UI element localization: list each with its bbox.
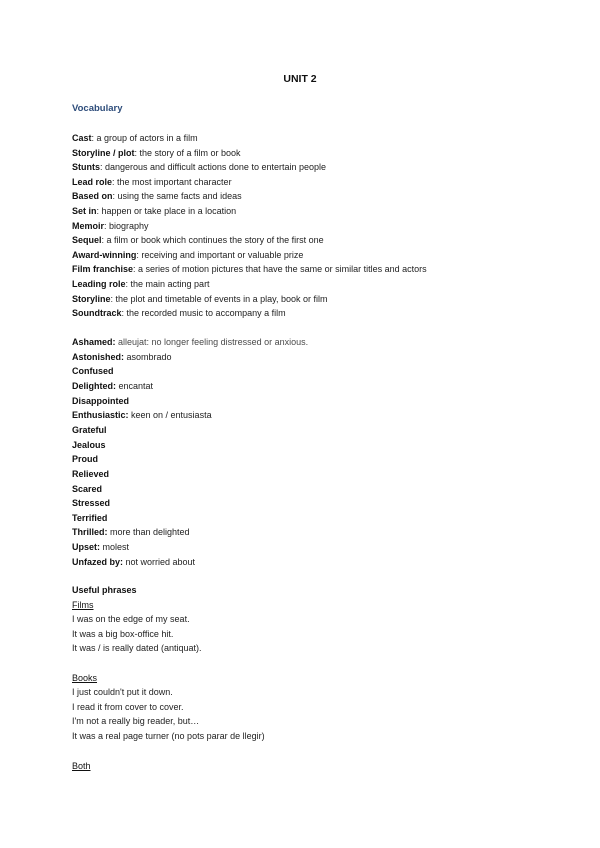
feeling-definition: encantat <box>116 380 154 391</box>
vocab-definition: : the main acting part <box>125 279 210 289</box>
feeling-entry <box>72 380 153 392</box>
feeling-term: Grateful <box>72 424 107 435</box>
vocab-definition: : using the same facts and ideas <box>112 191 242 202</box>
feeling-term: Unfazed by: <box>72 556 124 567</box>
books-heading: Books <box>72 673 98 683</box>
vocab-term: Based on <box>72 191 113 202</box>
feeling-definition: alleujat: no longer feeling distressed or anxious. <box>115 337 309 347</box>
vocab-term: Storyline <box>72 293 111 304</box>
vocab-term: Stunts <box>72 162 100 173</box>
vocab-entry <box>72 293 327 305</box>
feeling-entry <box>72 483 102 495</box>
feeling-entry <box>72 453 98 465</box>
vocab-definition: : the most important character <box>112 176 232 187</box>
vocab-definition: : biography <box>104 220 149 231</box>
feeling-definition: molest <box>100 542 130 553</box>
vocab-term: Sequel <box>72 235 102 246</box>
feeling-term: Jealous <box>72 439 106 450</box>
feeling-definition: keen on / entusiasta <box>128 410 212 421</box>
feeling-entry <box>72 556 195 568</box>
feeling-definition: more than delighted <box>107 527 190 538</box>
feeling-entry <box>72 439 106 451</box>
feeling-term: Terrified <box>72 512 108 523</box>
feeling-entry <box>72 424 107 436</box>
vocab-definition: : the recorded music to accompany a film <box>121 308 286 319</box>
vocab-definition: : a group of actors in a film <box>91 133 198 143</box>
book-phrase: I'm not a really big reader, but… <box>72 716 200 726</box>
vocabulary-heading: Vocabulary <box>72 103 123 114</box>
vocab-term: Set in <box>72 206 97 216</box>
feeling-entry <box>72 526 190 538</box>
vocab-term: Memoir <box>72 220 105 231</box>
useful-phrases-heading: Useful phrases <box>72 585 137 595</box>
film-phrase: It was / is really dated (antiquat). <box>72 643 202 653</box>
vocab-term: Lead role <box>72 176 113 187</box>
vocab-term: Award-winning <box>72 249 137 260</box>
vocab-entry <box>72 234 324 246</box>
vocab-definition: : dangerous and difficult actions done to entertain people <box>100 162 326 173</box>
feeling-term: Relieved <box>72 468 110 479</box>
feeling-term: Upset: <box>72 542 101 553</box>
vocab-term: Leading role <box>72 279 126 289</box>
vocab-entry <box>72 205 236 217</box>
films-heading: Films <box>72 600 94 610</box>
vocab-entry <box>72 176 232 188</box>
both-heading: Both <box>72 761 91 771</box>
vocab-term: Cast <box>72 133 92 143</box>
feeling-definition: asombrado <box>124 351 172 362</box>
feeling-entry <box>72 395 129 407</box>
vocab-entry <box>72 249 303 261</box>
feeling-term: Enthusiastic: <box>72 410 129 421</box>
feeling-entry <box>72 468 109 480</box>
feeling-term: Astonished: <box>72 351 125 362</box>
feeling-term: Delighted: <box>72 380 116 391</box>
feeling-term: Disappointed <box>72 395 130 406</box>
vocab-term: Storyline / plot <box>72 147 135 158</box>
film-phrase: It was a big box-office hit. <box>72 628 174 639</box>
feeling-entry <box>72 409 212 421</box>
vocab-entry <box>72 278 210 290</box>
vocab-entry <box>72 220 149 232</box>
feeling-term: Thrilled: <box>72 527 108 538</box>
feeling-entry <box>72 512 107 524</box>
feeling-term: Ashamed: <box>72 337 116 347</box>
vocab-entry <box>72 132 198 144</box>
vocab-definition: : receiving and important or valuable prize <box>136 249 304 260</box>
feeling-entry <box>72 497 110 509</box>
feeling-entry <box>72 351 172 363</box>
feeling-definition: not worried about <box>123 556 196 567</box>
vocab-entry <box>72 190 242 202</box>
feeling-entry <box>72 365 114 377</box>
vocab-entry <box>72 307 286 319</box>
feeling-entry <box>72 336 308 348</box>
vocab-entry <box>72 161 326 173</box>
vocab-definition: : the plot and timetable of events in a play, book or film <box>110 293 328 304</box>
vocab-term: Film franchise <box>72 264 134 275</box>
feeling-term: Scared <box>72 483 103 494</box>
film-phrase: I was on the edge of my seat. <box>72 614 190 624</box>
vocab-definition: : the story of a film or book <box>134 147 241 158</box>
vocab-term: Soundtrack <box>72 308 122 319</box>
vocab-definition: : a film or book which continues the story of the first one <box>101 235 324 246</box>
vocab-entry <box>72 263 427 275</box>
page-title: UNIT 2 <box>283 73 317 85</box>
feeling-term: Proud <box>72 454 98 465</box>
vocab-definition: : a series of motion pictures that have the same or similar titles and actors <box>133 264 427 275</box>
book-phrase: I just couldn't put it down. <box>72 687 173 697</box>
book-phrase: It was a real page turner (no pots parar de llegir) <box>72 730 265 741</box>
vocab-definition: : happen or take place in a location <box>96 206 237 216</box>
book-phrase: I read it from cover to cover. <box>72 701 184 712</box>
feeling-entry <box>72 541 129 553</box>
vocab-entry <box>72 147 241 159</box>
feeling-term: Stressed <box>72 498 111 509</box>
feeling-term: Confused <box>72 366 114 377</box>
